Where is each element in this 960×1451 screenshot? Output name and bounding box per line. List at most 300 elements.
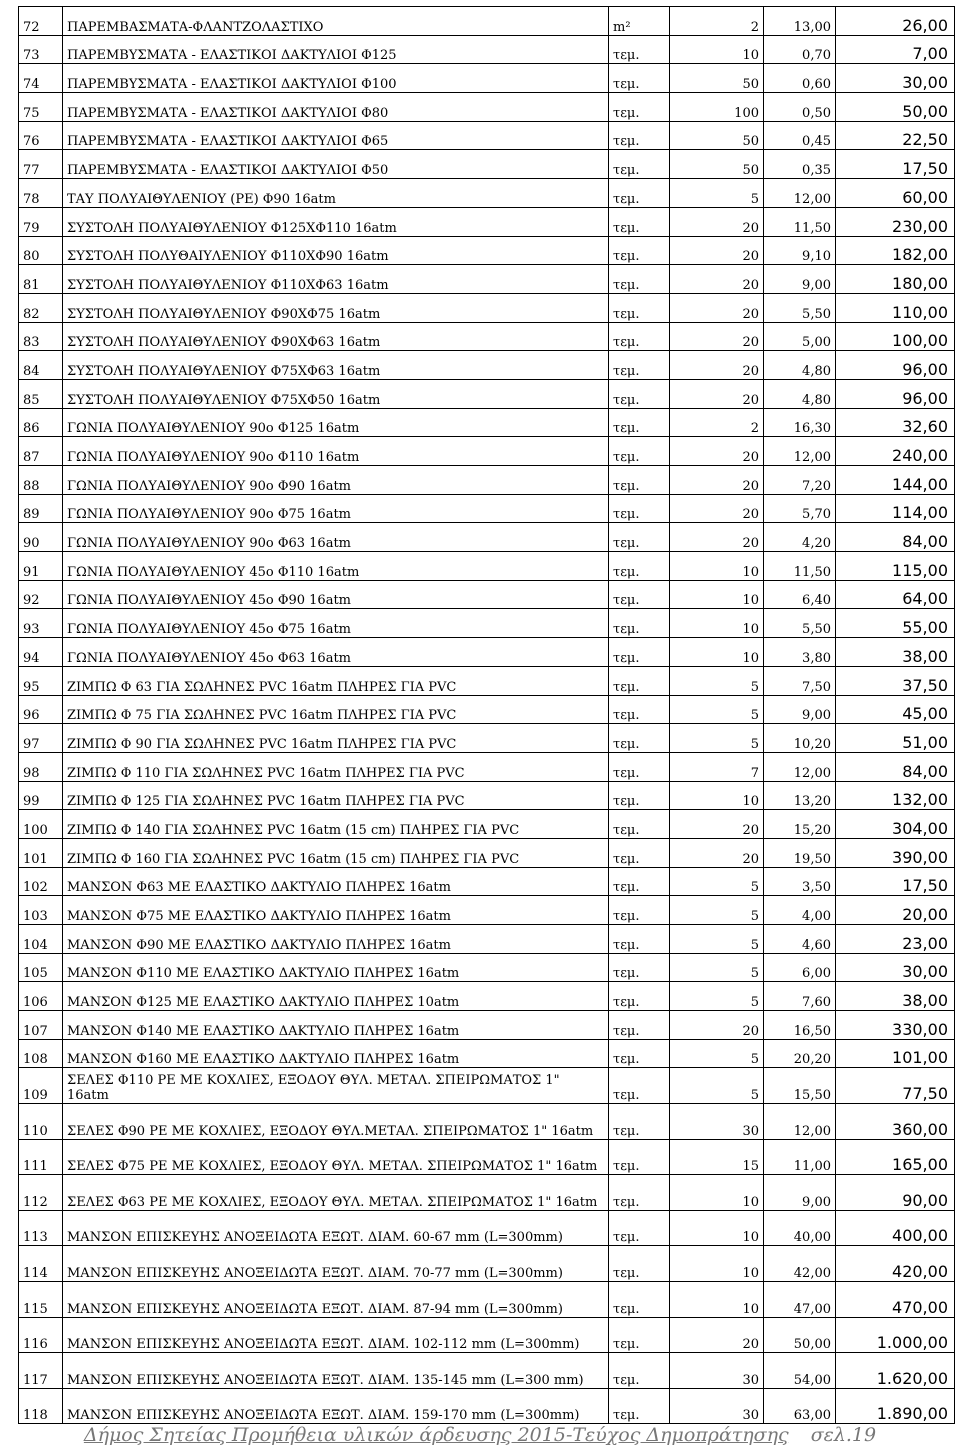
- table-row: [19, 408, 955, 437]
- total-cell: 420,00: [836, 1246, 955, 1282]
- description-cell: ΣΥΣΤΟΛΗ ΠΟΛΥΑΙΘΥΛΕΝΙΟΥ Φ75ΧΦ50 16atm: [63, 379, 609, 408]
- quantity-cell: 10: [670, 1246, 764, 1282]
- quantity-cell: 30: [670, 1104, 764, 1140]
- description-cell: ΜΑΝΣΟΝ Φ160 ΜΕ ΕΛΑΣΤΙΚΟ ΔΑΚΤΥΛΙΟ ΠΛΗΡΕΣ 16atm: [63, 1039, 609, 1068]
- item-number-cell: 84: [19, 351, 63, 380]
- table-row: [19, 1104, 955, 1140]
- unit-price-cell: 4,80: [764, 379, 836, 408]
- total-cell: 390,00: [836, 838, 955, 867]
- quantity-cell: 20: [670, 1317, 764, 1353]
- item-number-cell: 74: [19, 64, 63, 93]
- unit-cell: τεμ.: [609, 752, 670, 781]
- table-row: [19, 236, 955, 265]
- total-cell: 26,00: [836, 7, 955, 36]
- total-cell: 51,00: [836, 724, 955, 753]
- table-row: [19, 638, 955, 667]
- total-cell: 38,00: [836, 982, 955, 1011]
- total-cell: 32,60: [836, 408, 955, 437]
- table-row: [19, 580, 955, 609]
- item-number-cell: 87: [19, 437, 63, 466]
- total-cell: 96,00: [836, 351, 955, 380]
- description-cell: ΣΕΛΕΣ Φ90 PE ΜΕ ΚΟΧΛΙΕΣ, ΕΞΟΔΟΥ ΘΥΛ.ΜΕΤΑΛ. ΣΠΕΙΡΩΜΑΤΟΣ 1" 16atm: [63, 1104, 609, 1140]
- unit-cell: τεμ.: [609, 236, 670, 265]
- quantity-cell: 5: [670, 925, 764, 954]
- description-cell: ΖΙΜΠΩ Φ 63 ΓΙΑ ΣΩΛΗΝΕΣ PVC 16atm ΠΛΗΡΕΣ ΓΙΑ PVC: [63, 666, 609, 695]
- total-cell: 180,00: [836, 265, 955, 294]
- total-cell: 182,00: [836, 236, 955, 265]
- description-cell: ΠΑΡΕΜΒΥΣΜΑΤΑ - ΕΛΑΣΤΙΚΟΙ ΔΑΚΤΥΛΙΟΙ Φ125: [63, 35, 609, 64]
- unit-cell: τεμ.: [609, 552, 670, 581]
- quantity-cell: 20: [670, 293, 764, 322]
- table-row: [19, 552, 955, 581]
- unit-price-cell: 13,20: [764, 781, 836, 810]
- table-row: [19, 1139, 955, 1175]
- unit-price-cell: 0,45: [764, 121, 836, 150]
- unit-price-cell: 10,20: [764, 724, 836, 753]
- total-cell: 144,00: [836, 466, 955, 495]
- item-number-cell: 95: [19, 666, 63, 695]
- table-row: [19, 1210, 955, 1246]
- table-row: [19, 1388, 955, 1424]
- table-row: [19, 466, 955, 495]
- unit-price-cell: 13,00: [764, 7, 836, 36]
- table-row: [19, 35, 955, 64]
- description-cell: ΖΙΜΠΩ Φ 140 ΓΙΑ ΣΩΛΗΝΕΣ PVC 16atm (15 cm) ΠΛΗΡΕΣ ΓΙΑ PVC: [63, 810, 609, 839]
- quantity-cell: 10: [670, 35, 764, 64]
- item-number-cell: 104: [19, 925, 63, 954]
- total-cell: 37,50: [836, 666, 955, 695]
- total-cell: 240,00: [836, 437, 955, 466]
- quantity-cell: 10: [670, 552, 764, 581]
- unit-cell: τεμ.: [609, 35, 670, 64]
- total-cell: 90,00: [836, 1175, 955, 1211]
- quantity-cell: 20: [670, 494, 764, 523]
- total-cell: 30,00: [836, 64, 955, 93]
- unit-price-cell: 7,50: [764, 666, 836, 695]
- unit-cell: τεμ.: [609, 695, 670, 724]
- quantity-cell: 20: [670, 379, 764, 408]
- table-row: [19, 322, 955, 351]
- unit-price-cell: 5,70: [764, 494, 836, 523]
- unit-cell: τεμ.: [609, 408, 670, 437]
- unit-cell: τεμ.: [609, 351, 670, 380]
- unit-price-cell: 3,50: [764, 867, 836, 896]
- unit-cell: τεμ.: [609, 93, 670, 122]
- table-row: [19, 1175, 955, 1211]
- description-cell: ΣΥΣΤΟΛΗ ΠΟΛΥΑΙΘΥΛΕΝΙΟΥ Φ110ΧΦ63 16atm: [63, 265, 609, 294]
- quantity-cell: 5: [670, 1068, 764, 1104]
- item-number-cell: 92: [19, 580, 63, 609]
- table-row: [19, 351, 955, 380]
- unit-cell: τεμ.: [609, 982, 670, 1011]
- table-row: [19, 293, 955, 322]
- unit-price-cell: 4,80: [764, 351, 836, 380]
- unit-price-cell: 6,40: [764, 580, 836, 609]
- item-number-cell: 90: [19, 523, 63, 552]
- quantity-cell: 20: [670, 236, 764, 265]
- unit-price-cell: 7,20: [764, 466, 836, 495]
- item-number-cell: 91: [19, 552, 63, 581]
- unit-cell: m²: [609, 7, 670, 36]
- total-cell: 110,00: [836, 293, 955, 322]
- total-cell: 132,00: [836, 781, 955, 810]
- item-number-cell: 108: [19, 1039, 63, 1068]
- unit-cell: τεμ.: [609, 867, 670, 896]
- quantity-cell: 15: [670, 1139, 764, 1175]
- quantity-cell: 20: [670, 207, 764, 236]
- description-cell: ΠΑΡΕΜΒΥΣΜΑΤΑ - ΕΛΑΣΤΙΚΟΙ ΔΑΚΤΥΛΙΟΙ Φ80: [63, 93, 609, 122]
- unit-price-cell: 47,00: [764, 1282, 836, 1318]
- unit-cell: τεμ.: [609, 1175, 670, 1211]
- unit-cell: τεμ.: [609, 64, 670, 93]
- item-number-cell: 81: [19, 265, 63, 294]
- table-row: [19, 1068, 955, 1104]
- item-number-cell: 114: [19, 1246, 63, 1282]
- description-cell: ΜΑΝΣΟΝ Φ110 ΜΕ ΕΛΑΣΤΙΚΟ ΔΑΚΤΥΛΙΟ ΠΛΗΡΕΣ 16atm: [63, 953, 609, 982]
- total-cell: 60,00: [836, 179, 955, 208]
- total-cell: 100,00: [836, 322, 955, 351]
- table-row: [19, 1317, 955, 1353]
- unit-cell: τεμ.: [609, 925, 670, 954]
- unit-price-cell: 12,00: [764, 179, 836, 208]
- item-number-cell: 111: [19, 1139, 63, 1175]
- unit-cell: τεμ.: [609, 838, 670, 867]
- unit-price-cell: 0,70: [764, 35, 836, 64]
- unit-cell: τεμ.: [609, 896, 670, 925]
- table-row: [19, 867, 955, 896]
- item-number-cell: 98: [19, 752, 63, 781]
- table-row: [19, 207, 955, 236]
- table-row: [19, 523, 955, 552]
- total-cell: 55,00: [836, 609, 955, 638]
- item-number-cell: 101: [19, 838, 63, 867]
- unit-cell: τεμ.: [609, 1282, 670, 1318]
- description-cell: ΓΩΝΙΑ ΠΟΛΥΑΙΘΥΛΕΝΙΟΥ 90ο Φ90 16atm: [63, 466, 609, 495]
- table-row: [19, 695, 955, 724]
- item-number-cell: 76: [19, 121, 63, 150]
- item-number-cell: 106: [19, 982, 63, 1011]
- description-cell: ΜΑΝΣΟΝ Φ125 ΜΕ ΕΛΑΣΤΙΚΟ ΔΑΚΤΥΛΙΟ ΠΛΗΡΕΣ 10atm: [63, 982, 609, 1011]
- unit-price-cell: 9,00: [764, 1175, 836, 1211]
- table-row: [19, 810, 955, 839]
- unit-price-cell: 11,50: [764, 552, 836, 581]
- total-cell: 115,00: [836, 552, 955, 581]
- description-cell: ΖΙΜΠΩ Φ 160 ΓΙΑ ΣΩΛΗΝΕΣ PVC 16atm (15 cm) ΠΛΗΡΕΣ ΓΙΑ PVC: [63, 838, 609, 867]
- unit-price-cell: 20,20: [764, 1039, 836, 1068]
- quantity-cell: 10: [670, 638, 764, 667]
- table-row: [19, 1282, 955, 1318]
- unit-cell: τεμ.: [609, 1210, 670, 1246]
- unit-price-cell: 15,20: [764, 810, 836, 839]
- description-cell: ΜΑΝΣΟΝ Φ63 ΜΕ ΕΛΑΣΤΙΚΟ ΔΑΚΤΥΛΙΟ ΠΛΗΡΕΣ 16atm: [63, 867, 609, 896]
- quantity-cell: 5: [670, 724, 764, 753]
- item-number-cell: 115: [19, 1282, 63, 1318]
- item-number-cell: 93: [19, 609, 63, 638]
- item-number-cell: 94: [19, 638, 63, 667]
- table-row: [19, 953, 955, 982]
- unit-price-cell: 3,80: [764, 638, 836, 667]
- table-row: [19, 666, 955, 695]
- total-cell: 22,50: [836, 121, 955, 150]
- quantity-cell: 10: [670, 1210, 764, 1246]
- total-cell: 470,00: [836, 1282, 955, 1318]
- page-number: σελ.19: [810, 1424, 877, 1446]
- quantity-cell: 100: [670, 93, 764, 122]
- quantity-cell: 20: [670, 437, 764, 466]
- unit-cell: τεμ.: [609, 293, 670, 322]
- unit-cell: τεμ.: [609, 810, 670, 839]
- unit-price-cell: 0,50: [764, 93, 836, 122]
- description-cell: ΣΕΛΕΣ Φ63 PE ΜΕ ΚΟΧΛΙΕΣ, ΕΞΟΔΟΥ ΘΥΛ. ΜΕΤΑΛ. ΣΠΕΙΡΩΜΑΤΟΣ 1" 16atm: [63, 1175, 609, 1211]
- quantity-cell: 5: [670, 695, 764, 724]
- table-row: [19, 1011, 955, 1040]
- item-number-cell: 118: [19, 1388, 63, 1424]
- quantity-cell: 20: [670, 810, 764, 839]
- item-number-cell: 107: [19, 1011, 63, 1040]
- quantity-cell: 5: [670, 982, 764, 1011]
- table-row: [19, 1246, 955, 1282]
- unit-cell: τεμ.: [609, 638, 670, 667]
- total-cell: 96,00: [836, 379, 955, 408]
- unit-cell: τεμ.: [609, 1104, 670, 1140]
- unit-price-cell: 50,00: [764, 1317, 836, 1353]
- quantity-cell: 7: [670, 752, 764, 781]
- item-number-cell: 113: [19, 1210, 63, 1246]
- description-cell: ΜΑΝΣΟΝ ΕΠΙΣΚΕΥΗΣ ΑΝΟΞΕΙΔΩΤΑ ΕΞΩΤ. ΔΙΑΜ. 102-112 mm (L=300mm): [63, 1317, 609, 1353]
- unit-cell: τεμ.: [609, 781, 670, 810]
- item-number-cell: 89: [19, 494, 63, 523]
- quantity-cell: 5: [670, 179, 764, 208]
- unit-cell: τεμ.: [609, 1139, 670, 1175]
- item-number-cell: 77: [19, 150, 63, 179]
- unit-price-cell: 9,00: [764, 265, 836, 294]
- unit-cell: τεμ.: [609, 1317, 670, 1353]
- total-cell: 101,00: [836, 1039, 955, 1068]
- unit-price-cell: 0,60: [764, 64, 836, 93]
- unit-cell: τεμ.: [609, 1388, 670, 1424]
- unit-price-cell: 0,35: [764, 150, 836, 179]
- unit-price-cell: 16,30: [764, 408, 836, 437]
- quantity-cell: 20: [670, 322, 764, 351]
- quantity-cell: 20: [670, 351, 764, 380]
- description-cell: ΓΩΝΙΑ ΠΟΛΥΑΙΘΥΛΕΝΙΟΥ 90ο Φ110 16atm: [63, 437, 609, 466]
- unit-cell: τεμ.: [609, 207, 670, 236]
- quantity-cell: 5: [670, 867, 764, 896]
- page-footer: [0, 1424, 960, 1446]
- unit-price-cell: 19,50: [764, 838, 836, 867]
- item-number-cell: 110: [19, 1104, 63, 1140]
- item-number-cell: 80: [19, 236, 63, 265]
- description-cell: ΠΑΡΕΜΒΥΣΜΑΤΑ - ΕΛΑΣΤΙΚΟΙ ΔΑΚΤΥΛΙΟΙ Φ100: [63, 64, 609, 93]
- unit-cell: τεμ.: [609, 179, 670, 208]
- total-cell: 400,00: [836, 1210, 955, 1246]
- total-cell: 20,00: [836, 896, 955, 925]
- table-row: [19, 752, 955, 781]
- total-cell: 1.620,00: [836, 1353, 955, 1389]
- unit-price-cell: 9,00: [764, 695, 836, 724]
- unit-cell: τεμ.: [609, 322, 670, 351]
- total-cell: 165,00: [836, 1139, 955, 1175]
- item-number-cell: 72: [19, 7, 63, 36]
- description-cell: ΣΥΣΤΟΛΗ ΠΟΛΥΘΑΙΥΛΕΝΙΟΥ Φ110ΧΦ90 16atm: [63, 236, 609, 265]
- table-row: [19, 982, 955, 1011]
- item-number-cell: 116: [19, 1317, 63, 1353]
- item-number-cell: 99: [19, 781, 63, 810]
- unit-price-cell: 6,00: [764, 953, 836, 982]
- unit-cell: τεμ.: [609, 265, 670, 294]
- item-number-cell: 102: [19, 867, 63, 896]
- unit-cell: τεμ.: [609, 1353, 670, 1389]
- item-number-cell: 82: [19, 293, 63, 322]
- unit-cell: τεμ.: [609, 1011, 670, 1040]
- unit-cell: τεμ.: [609, 580, 670, 609]
- quantity-cell: 10: [670, 1175, 764, 1211]
- table-row: [19, 265, 955, 294]
- total-cell: 1.000,00: [836, 1317, 955, 1353]
- total-cell: 84,00: [836, 752, 955, 781]
- item-number-cell: 86: [19, 408, 63, 437]
- quantity-cell: 2: [670, 408, 764, 437]
- unit-price-cell: 63,00: [764, 1388, 836, 1424]
- unit-cell: τεμ.: [609, 150, 670, 179]
- total-cell: 38,00: [836, 638, 955, 667]
- item-number-cell: 100: [19, 810, 63, 839]
- quantity-cell: 50: [670, 150, 764, 179]
- item-number-cell: 103: [19, 896, 63, 925]
- table-row: [19, 379, 955, 408]
- unit-cell: τεμ.: [609, 379, 670, 408]
- total-cell: 114,00: [836, 494, 955, 523]
- unit-price-cell: 9,10: [764, 236, 836, 265]
- quantity-cell: 20: [670, 523, 764, 552]
- item-number-cell: 109: [19, 1068, 63, 1104]
- total-cell: 77,50: [836, 1068, 955, 1104]
- table-row: [19, 179, 955, 208]
- unit-price-cell: 11,00: [764, 1139, 836, 1175]
- description-cell: ΖΙΜΠΩ Φ 75 ΓΙΑ ΣΩΛΗΝΕΣ PVC 16atm ΠΛΗΡΕΣ ΓΙΑ PVC: [63, 695, 609, 724]
- total-cell: 330,00: [836, 1011, 955, 1040]
- unit-price-cell: 12,00: [764, 1104, 836, 1140]
- unit-cell: τεμ.: [609, 666, 670, 695]
- unit-cell: τεμ.: [609, 1068, 670, 1104]
- total-cell: 17,50: [836, 150, 955, 179]
- item-number-cell: 88: [19, 466, 63, 495]
- total-cell: 7,00: [836, 35, 955, 64]
- quantity-cell: 30: [670, 1388, 764, 1424]
- description-cell: ΓΩΝΙΑ ΠΟΛΥΑΙΘΥΛΕΝΙΟΥ 45ο Φ63 16atm: [63, 638, 609, 667]
- quantity-cell: 20: [670, 265, 764, 294]
- unit-cell: τεμ.: [609, 466, 670, 495]
- item-number-cell: 96: [19, 695, 63, 724]
- table-row: [19, 64, 955, 93]
- unit-price-cell: 16,50: [764, 1011, 836, 1040]
- table-row: [19, 609, 955, 638]
- table-row: [19, 121, 955, 150]
- unit-cell: τεμ.: [609, 437, 670, 466]
- description-cell: ΠΑΡΕΜΒΥΣΜΑΤΑ - ΕΛΑΣΤΙΚΟΙ ΔΑΚΤΥΛΙΟΙ Φ50: [63, 150, 609, 179]
- total-cell: 84,00: [836, 523, 955, 552]
- footer-title: Δήμος Σητείας Προμήθεια υλικών άρδευσης 2015-Τεύχος Δημοπράτησης: [83, 1424, 789, 1446]
- description-cell: ΜΑΝΣΟΝ ΕΠΙΣΚΕΥΗΣ ΑΝΟΞΕΙΔΩΤΑ ΕΞΩΤ. ΔΙΑΜ. 135-145 mm (L=300 mm): [63, 1353, 609, 1389]
- item-number-cell: 97: [19, 724, 63, 753]
- description-cell: ΓΩΝΙΑ ΠΟΛΥΑΙΘΥΛΕΝΙΟΥ 45ο Φ110 16atm: [63, 552, 609, 581]
- item-number-cell: 75: [19, 93, 63, 122]
- description-cell: ΓΩΝΙΑ ΠΟΛΥΑΙΘΥΛΕΝΙΟΥ 90ο Φ75 16atm: [63, 494, 609, 523]
- description-cell: ΣΥΣΤΟΛΗ ΠΟΛΥΑΙΘΥΛΕΝΙΟΥ Φ125ΧΦ110 16atm: [63, 207, 609, 236]
- item-number-cell: 79: [19, 207, 63, 236]
- quantity-cell: 2: [670, 7, 764, 36]
- table-row: [19, 7, 955, 36]
- quantity-cell: 10: [670, 781, 764, 810]
- items-table-body: [19, 7, 955, 1424]
- description-cell: ΤΑΥ ΠΟΛΥΑΙΘΥΛΕΝΙΟΥ (PE) Φ90 16atm: [63, 179, 609, 208]
- description-cell: ΜΑΝΣΟΝ ΕΠΙΣΚΕΥΗΣ ΑΝΟΞΕΙΔΩΤΑ ΕΞΩΤ. ΔΙΑΜ. 70-77 mm (L=300mm): [63, 1246, 609, 1282]
- item-number-cell: 112: [19, 1175, 63, 1211]
- table-row: [19, 781, 955, 810]
- table-row: [19, 896, 955, 925]
- total-cell: 64,00: [836, 580, 955, 609]
- description-cell: ΜΑΝΣΟΝ ΕΠΙΣΚΕΥΗΣ ΑΝΟΞΕΙΔΩΤΑ ΕΞΩΤ. ΔΙΑΜ. 87-94 mm (L=300mm): [63, 1282, 609, 1318]
- table-row: [19, 925, 955, 954]
- item-number-cell: 73: [19, 35, 63, 64]
- quantity-cell: 20: [670, 838, 764, 867]
- unit-cell: τεμ.: [609, 1039, 670, 1068]
- table-row: [19, 1039, 955, 1068]
- item-number-cell: 117: [19, 1353, 63, 1389]
- description-cell: ΣΕΛΕΣ Φ110 PE ΜΕ ΚΟΧΛΙΕΣ, ΕΞΟΔΟΥ ΘΥΛ. ΜΕΤΑΛ. ΣΠΕΙΡΩΜΑΤΟΣ 1" 16atm: [63, 1068, 609, 1104]
- total-cell: 360,00: [836, 1104, 955, 1140]
- item-number-cell: 105: [19, 953, 63, 982]
- total-cell: 1.890,00: [836, 1388, 955, 1424]
- description-cell: ΣΥΣΤΟΛΗ ΠΟΛΥΑΙΘΥΛΕΝΙΟΥ Φ90ΧΦ63 16atm: [63, 322, 609, 351]
- description-cell: ΜΑΝΣΟΝ ΕΠΙΣΚΕΥΗΣ ΑΝΟΞΕΙΔΩΤΑ ΕΞΩΤ. ΔΙΑΜ. 159-170 mm (L=300mm): [63, 1388, 609, 1424]
- item-number-cell: 83: [19, 322, 63, 351]
- total-cell: 30,00: [836, 953, 955, 982]
- unit-price-cell: 4,00: [764, 896, 836, 925]
- unit-cell: τεμ.: [609, 494, 670, 523]
- description-cell: ΣΥΣΤΟΛΗ ΠΟΛΥΑΙΘΥΛΕΝΙΟΥ Φ75ΧΦ63 16atm: [63, 351, 609, 380]
- unit-price-cell: 11,50: [764, 207, 836, 236]
- unit-cell: τεμ.: [609, 724, 670, 753]
- unit-cell: τεμ.: [609, 121, 670, 150]
- unit-price-cell: 5,50: [764, 609, 836, 638]
- quantity-cell: 30: [670, 1353, 764, 1389]
- quantity-cell: 10: [670, 1282, 764, 1318]
- unit-price-cell: 40,00: [764, 1210, 836, 1246]
- quantity-cell: 50: [670, 64, 764, 93]
- item-number-cell: 78: [19, 179, 63, 208]
- quantity-cell: 50: [670, 121, 764, 150]
- description-cell: ΖΙΜΠΩ Φ 90 ΓΙΑ ΣΩΛΗΝΕΣ PVC 16atm ΠΛΗΡΕΣ ΓΙΑ PVC: [63, 724, 609, 753]
- description-cell: ΜΑΝΣΟΝ Φ90 ΜΕ ΕΛΑΣΤΙΚΟ ΔΑΚΤΥΛΙΟ ΠΛΗΡΕΣ 16atm: [63, 925, 609, 954]
- description-cell: ΜΑΝΣΟΝ Φ75 ΜΕ ΕΛΑΣΤΙΚΟ ΔΑΚΤΥΛΙΟ ΠΛΗΡΕΣ 16atm: [63, 896, 609, 925]
- unit-cell: τεμ.: [609, 953, 670, 982]
- quantity-cell: 10: [670, 609, 764, 638]
- unit-cell: τεμ.: [609, 1246, 670, 1282]
- unit-cell: τεμ.: [609, 523, 670, 552]
- table-row: [19, 1353, 955, 1389]
- table-row: [19, 150, 955, 179]
- unit-price-cell: 4,20: [764, 523, 836, 552]
- unit-price-cell: 5,00: [764, 322, 836, 351]
- quantity-cell: 5: [670, 896, 764, 925]
- description-cell: ΠΑΡΕΜΒΑΣΜΑΤΑ-ΦΛΑΝΤΖΟΛΑΣΤΙΧΟ: [63, 7, 609, 36]
- table-row: [19, 93, 955, 122]
- items-table: [18, 6, 955, 1424]
- quantity-cell: 5: [670, 666, 764, 695]
- description-cell: ΖΙΜΠΩ Φ 110 ΓΙΑ ΣΩΛΗΝΕΣ PVC 16atm ΠΛΗΡΕΣ ΓΙΑ PVC: [63, 752, 609, 781]
- description-cell: ΜΑΝΣΟΝ Φ140 ΜΕ ΕΛΑΣΤΙΚΟ ΔΑΚΤΥΛΙΟ ΠΛΗΡΕΣ 16atm: [63, 1011, 609, 1040]
